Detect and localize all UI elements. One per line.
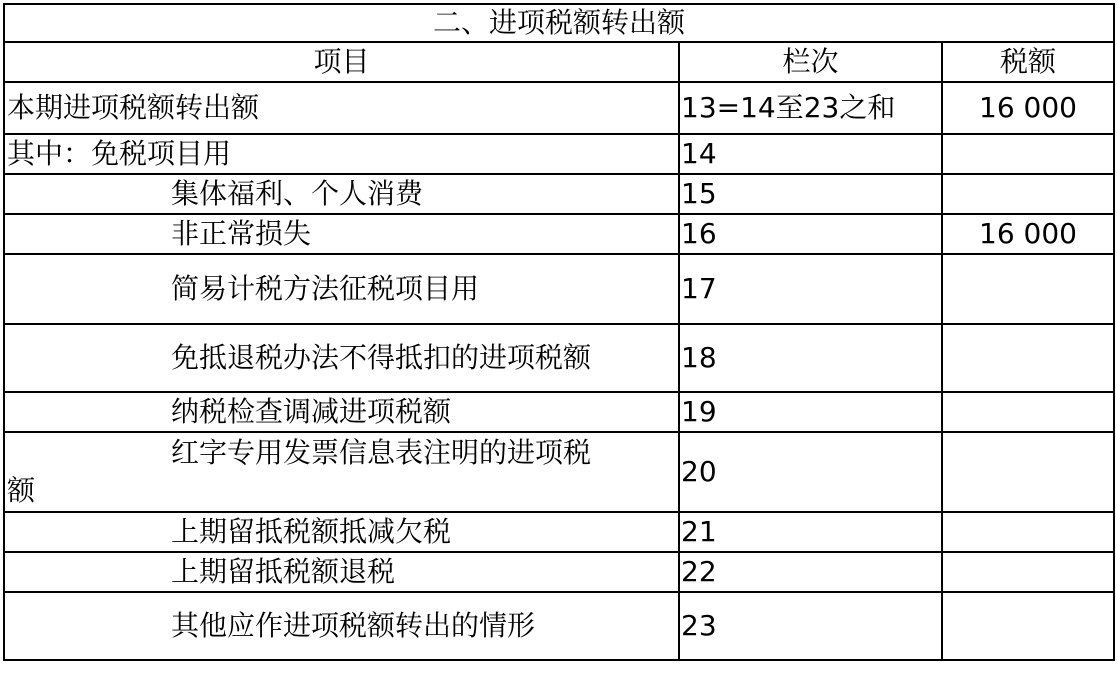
row-line-number: 13=14至23之和 (679, 82, 942, 134)
table-row (4, 512, 1114, 552)
table-row (4, 392, 1114, 432)
table-row (4, 432, 1114, 512)
row-item: 简易计税方法征税项目用 (4, 254, 679, 324)
table-row (4, 134, 1114, 174)
row-item: 免抵退税办法不得抵扣的进项税额 (4, 324, 679, 392)
row-item: 纳税检查调减进项税额 (4, 392, 679, 432)
row-item-line1: 红字专用发票信息表注明的进项税 (171, 436, 592, 469)
row-tax-amount (942, 552, 1114, 592)
header-line-number: 栏次 (679, 42, 942, 82)
row-item: 非正常损失 (4, 214, 679, 254)
row-item: 其中：免税项目用 (4, 134, 679, 174)
row-item: 集体福利、个人消费 (4, 174, 679, 214)
row-line-number: 16 (679, 214, 942, 254)
row-line-number: 20 (679, 432, 942, 512)
input-tax-transfer-table (3, 3, 1115, 661)
row-tax-amount: 16 000 (942, 82, 1114, 134)
row-line-number: 18 (679, 324, 942, 392)
table-row (4, 324, 1114, 392)
section-title: 二、进项税额转出额 (4, 4, 1114, 42)
row-tax-amount (942, 432, 1114, 512)
row-line-number: 17 (679, 254, 942, 324)
row-tax-amount (942, 324, 1114, 392)
row-item (4, 432, 679, 512)
row-line-number: 23 (679, 592, 942, 660)
table-row (4, 214, 1114, 254)
row-item: 上期留抵税额退税 (4, 552, 679, 592)
row-line-number: 19 (679, 392, 942, 432)
row-tax-amount (942, 174, 1114, 214)
table-row (4, 592, 1114, 660)
row-tax-amount (942, 134, 1114, 174)
table-row (4, 82, 1114, 134)
row-line-number: 15 (679, 174, 942, 214)
row-tax-amount (942, 512, 1114, 552)
row-item: 上期留抵税额抵减欠税 (4, 512, 679, 552)
row-line-number: 14 (679, 134, 942, 174)
row-item-line2: 额 (7, 474, 36, 507)
table-row (4, 552, 1114, 592)
row-tax-amount: 16 000 (942, 214, 1114, 254)
row-item: 其他应作进项税额转出的情形 (4, 592, 679, 660)
table-row (4, 254, 1114, 324)
header-tax-amount: 税额 (942, 42, 1114, 82)
row-item: 本期进项税额转出额 (4, 82, 679, 134)
header-item: 项目 (4, 42, 679, 82)
row-tax-amount (942, 392, 1114, 432)
row-line-number: 21 (679, 512, 942, 552)
row-tax-amount (942, 592, 1114, 660)
row-tax-amount (942, 254, 1114, 324)
row-line-number: 22 (679, 552, 942, 592)
table-row (4, 174, 1114, 214)
